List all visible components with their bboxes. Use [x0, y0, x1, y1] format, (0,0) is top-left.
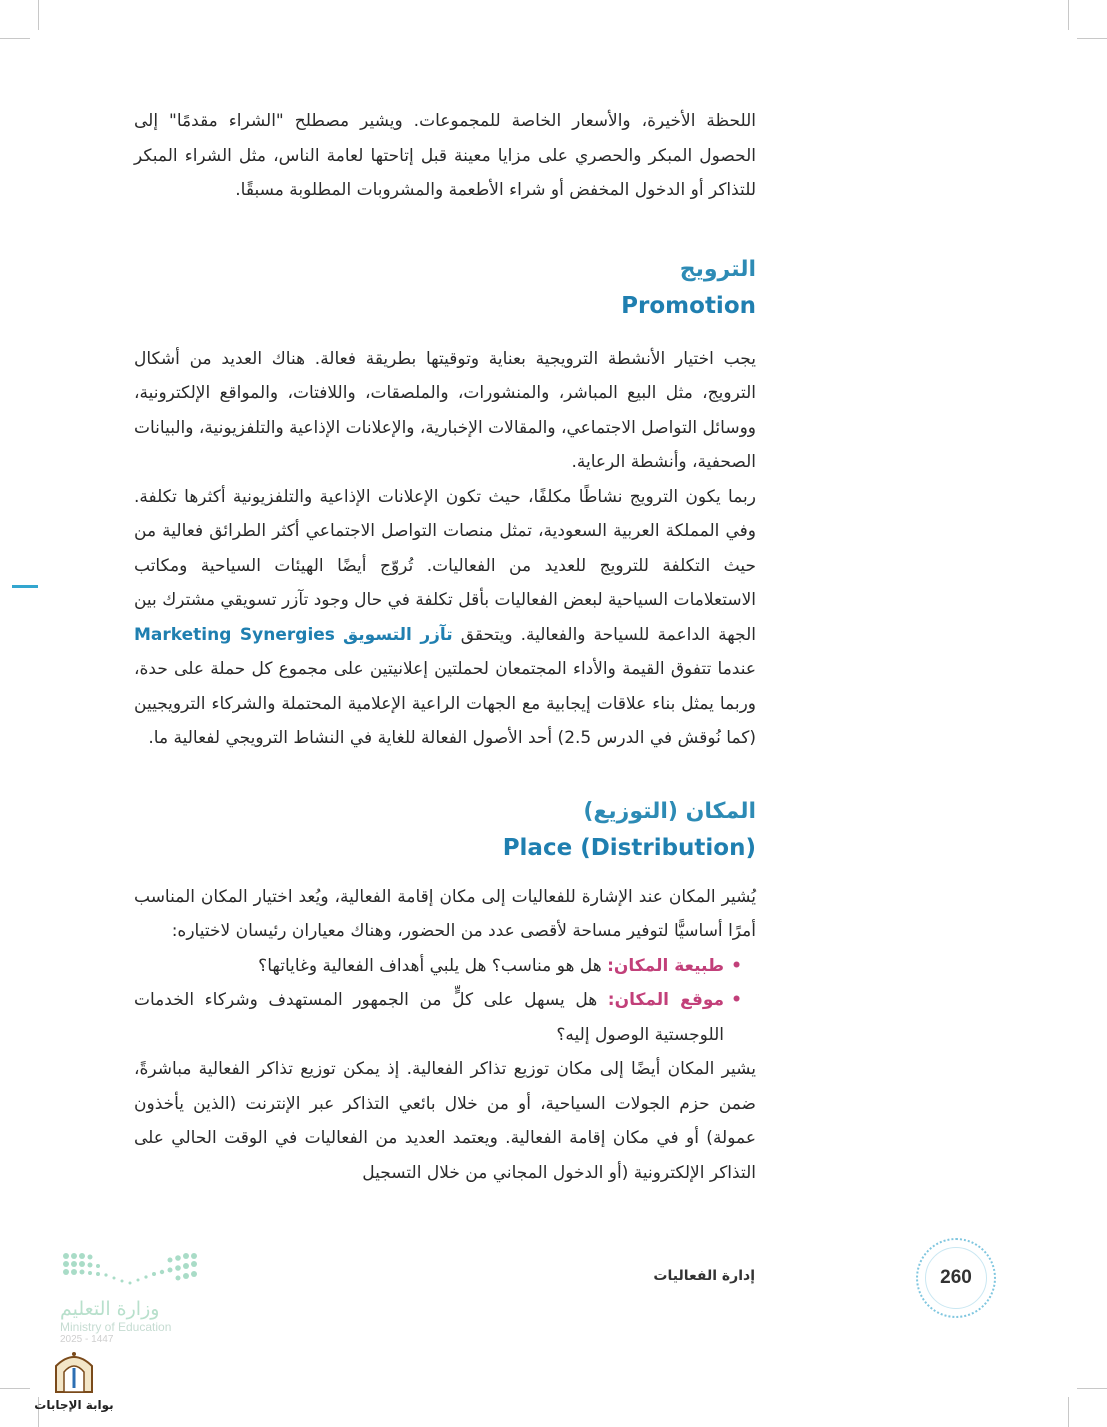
crop-mark: [0, 38, 30, 39]
crop-mark: [0, 1388, 30, 1389]
site-label: بوابة الإجابات: [34, 1398, 114, 1412]
bullet-text: هل هو مناسب؟ هل يلبي أهداف الفعالية وغاياتها؟: [258, 955, 608, 976]
promotion-paragraph-1: يجب اختيار الأنشطة الترويجية بعناية وتوقيتها بطريقة فعالة. هناك العديد من أشكال الترويج، مثل البيع المباشر، والمنشورات، والملصقات، واللافتات، والمواقع الإلكترونية، ووسائل التواصل الاجتماعي، والمقالات الإخبارية، والإعلانات الإذاعية والتلفزيونية، والبيانات الصحفية، وأنشطة الرعاية.: [134, 348, 756, 472]
term-ar: تآزر التسويق: [342, 624, 453, 645]
crop-mark: [1077, 1388, 1107, 1389]
page-number: 260: [925, 1247, 987, 1309]
intro-paragraph: اللحظة الأخيرة، والأسعار الخاصة للمجموعات. ويشير مصطلح "الشراء مقدمًا" إلى الحصول المبكر والحصري على مزايا معينة قبل إتاحتها لعامة الناس، مثل الشراء المبكر للتذاكر أو الدخول المخفض أو شراء الأطعمة والمشروبات المطلوبة مسبقًا.: [134, 111, 756, 200]
criteria-list: [134, 949, 756, 1053]
place-heading-ar: المكان (التوزيع): [583, 798, 756, 824]
list-item: [134, 949, 742, 984]
ministry-year: 2025 - 1447: [60, 1334, 114, 1345]
ministry-dots-icon: [60, 1250, 200, 1294]
site-logo: [34, 1348, 114, 1412]
page-content: [134, 104, 756, 1190]
crop-mark: [1077, 38, 1107, 39]
place-paragraph-1: يُشير المكان عند الإشارة للفعاليات إلى مكان إقامة الفعالية، ويُعد اختيار المكان المناسب أمرًا أساسيًّا لتوفير مساحة لأقصى عدد من الحضور، وهناك معياران رئيسان لاختياره:: [134, 886, 756, 941]
crop-mark: [1068, 1397, 1069, 1427]
book-title: إدارة الفعاليات: [653, 1268, 755, 1284]
margin-marker: [12, 585, 38, 588]
promotion-heading-ar: الترويج: [679, 256, 756, 282]
promotion-text-b: عندما تتفوق القيمة والأداء المجتمعان لحملتين إعلانيتين على مجموع كل حملة على حدة، وربما يمثل بناء علاقات إيجابية مع الجهات الراعية الإعلامية المحتملة والشركاء الترويجيين (كما نُوقش في الدرس 2.5) أحد الأصول الفعالة للغاية في النشاط الترويجي لفعالية ما.: [134, 659, 756, 748]
term-en: Marketing Synergies: [134, 624, 335, 645]
bullet-text: هل يسهل على كلٍّ من الجمهور المستهدف وشركاء الخدمات اللوجستية الوصول إليه؟: [134, 990, 724, 1045]
list-item: [134, 983, 742, 1052]
promotion-text-a: ربما يكون الترويج نشاطًا مكلفًا، حيث تكون الإعلانات الإذاعية والتلفزيونية أكثرها تكلفة. وفي المملكة العربية السعودية، تمثل منصات التواصل الاجتماعي أكثر الطرائق فعالية من حيث التكلفة للترويج للعديد من الفعاليات. تُروّج أيضًا الهيئات السياحية ومكاتب الاستعلامات السياحية لبعض الفعاليات بأقل تكلفة في حال وجود تآزر تسويقي مشترك بين الجهة الداعمة للسياحة والفعالية. ويتحقق: [133, 486, 757, 645]
ministry-name-en: Ministry of Education: [60, 1320, 172, 1334]
page-number-badge: [916, 1238, 996, 1318]
bullet-label: موقع المكان:: [607, 990, 725, 1010]
place-paragraph-2: يشير المكان أيضًا إلى مكان توزيع تذاكر الفعالية. إذ يمكن توزيع تذاكر الفعالية مباشرةً، ضمن حزم الجولات السياحية، أو من خلال بائعي التذاكر عبر الإنترنت (الذين يأخذون عمولة) أو في مكان إقامة الفعالية. ويعتمد العديد من الفعاليات في الوقت الحالي على التذاكر الإلكترونية (أو الدخول المجاني من خلال التسجيل: [134, 1059, 756, 1183]
ministry-name-ar: وزارة التعليم: [60, 1298, 160, 1320]
crop-mark: [1068, 0, 1069, 30]
ministry-logo: [60, 1250, 200, 1345]
crop-mark: [38, 0, 39, 30]
mosque-gate-icon: [52, 1348, 96, 1394]
promotion-paragraph-2: [134, 480, 756, 756]
bullet-label: طبيعة المكان:: [607, 955, 724, 976]
place-heading-en: Place (Distribution): [502, 834, 756, 861]
promotion-heading-en: Promotion: [621, 292, 756, 319]
